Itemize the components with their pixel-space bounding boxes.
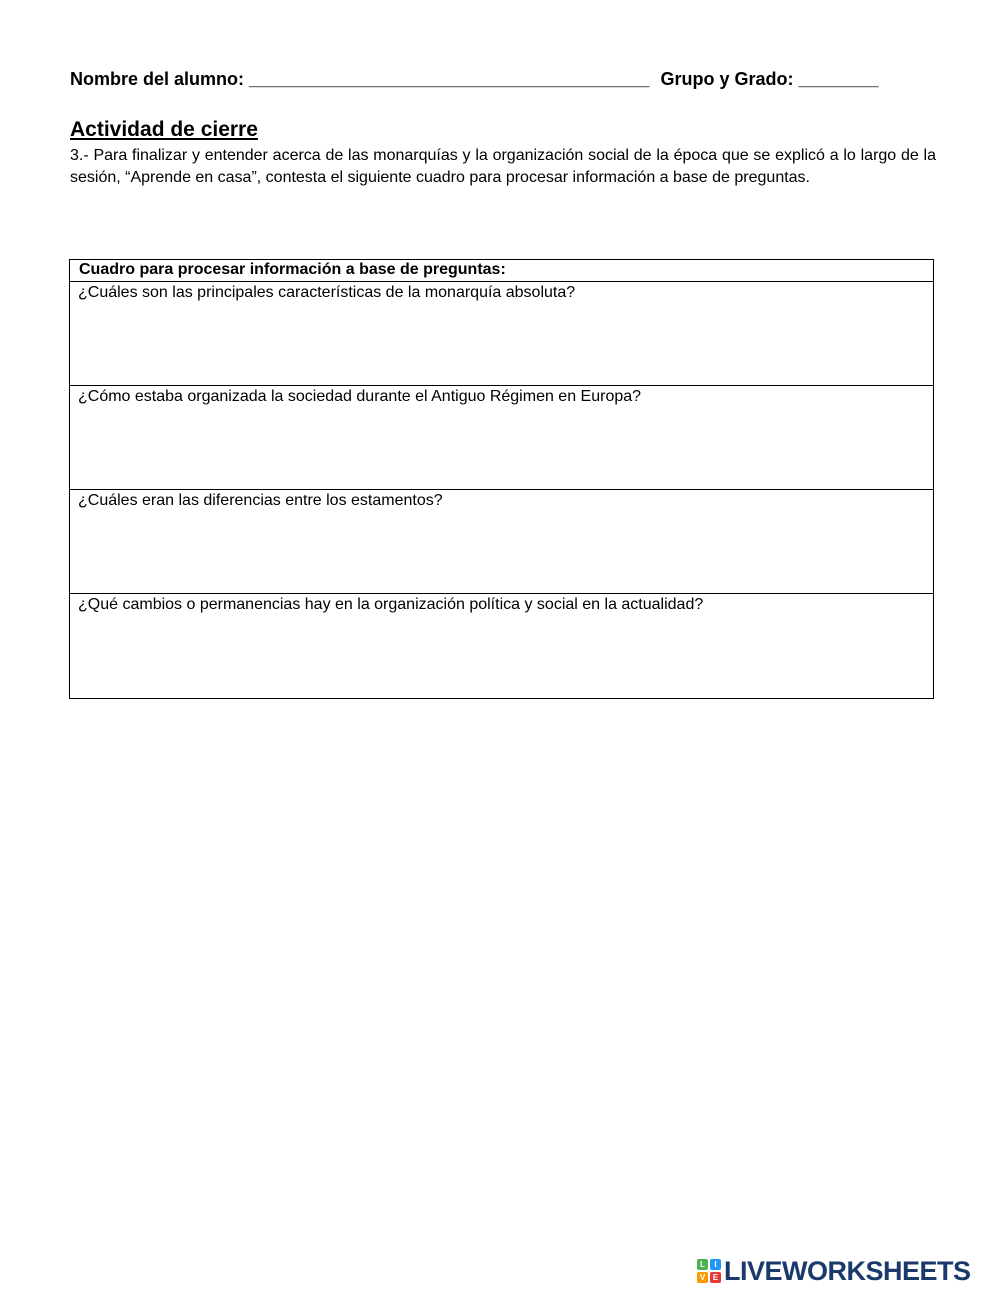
question-text: ¿Cuáles eran las diferencias entre los estamentos? xyxy=(78,492,443,509)
question-text: ¿Cómo estaba organizada la sociedad durante el Antiguo Régimen en Europa? xyxy=(78,388,642,405)
question-row-4[interactable] xyxy=(70,594,933,698)
header-line xyxy=(70,69,940,90)
student-name-label: Nombre del alumno: ________________________________________ xyxy=(70,69,650,89)
logo-block-l: L xyxy=(697,1259,708,1270)
activity-title: Actividad de cierre xyxy=(70,118,258,141)
instructions-paragraph: 3.- Para finalizar y entender acerca de las monarquías y la organización social de la época que se explicó a lo largo de la sesión, “Aprende en casa”, contesta el siguiente cuadro para procesar información a base de preguntas. xyxy=(70,147,936,186)
liveworksheets-logo xyxy=(697,1256,971,1286)
logo-wordmark: LIVEWORKSHEETS xyxy=(724,1255,971,1286)
logo-block-v: V xyxy=(697,1272,708,1283)
logo-block-e: E xyxy=(710,1272,721,1283)
logo-block-i: I xyxy=(710,1259,721,1270)
question-text: ¿Qué cambios o permanencias hay en la organización política y social en la actualidad? xyxy=(78,596,704,613)
question-row-3[interactable] xyxy=(70,490,933,594)
questions-table xyxy=(69,259,934,699)
question-text: ¿Cuáles son las principales características de la monarquía absoluta? xyxy=(78,284,576,301)
table-heading: Cuadro para procesar información a base de preguntas: xyxy=(70,260,933,282)
question-row-1[interactable] xyxy=(70,282,933,386)
group-grade-label: Grupo y Grado: ________ xyxy=(660,69,879,89)
question-row-2[interactable] xyxy=(70,386,933,490)
logo-blocks-icon xyxy=(697,1259,721,1283)
